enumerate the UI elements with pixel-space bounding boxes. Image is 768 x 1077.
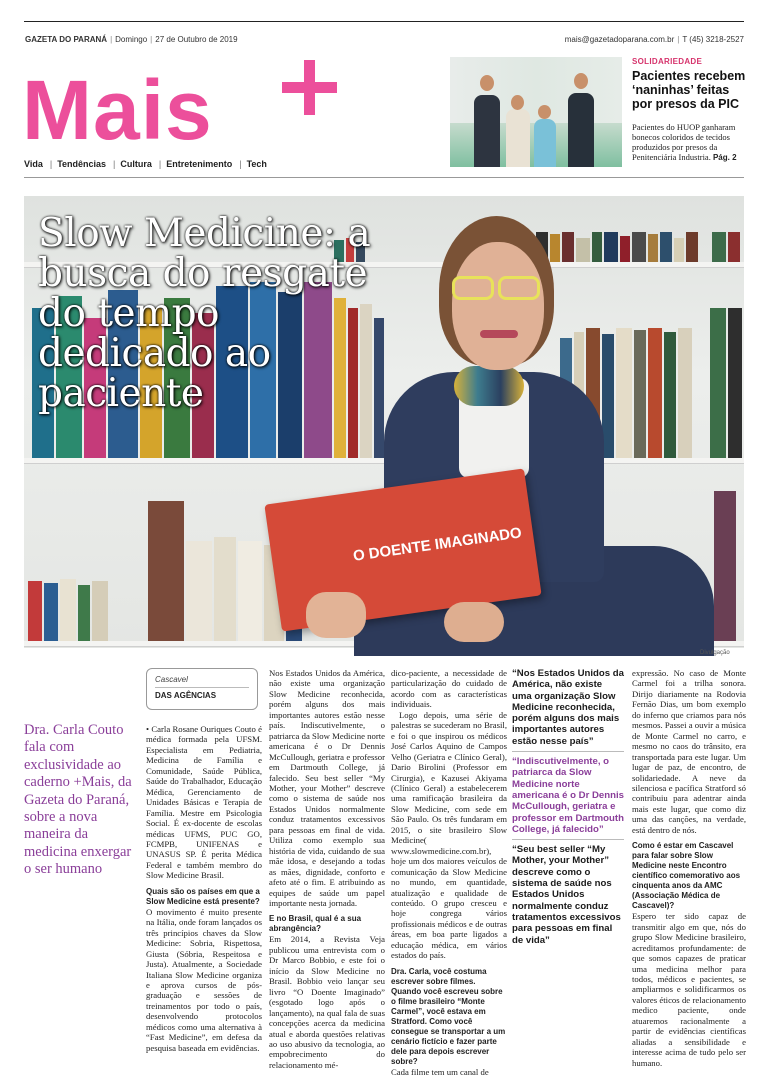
book xyxy=(664,332,676,458)
masthead-line: GAZETA DO PARANÁ | Domingo | 27 de Outubro de 2019 mais@gazetadoparana.com.br | T (45) 3218-2527 xyxy=(25,35,744,44)
book xyxy=(634,330,646,458)
photo-credit: Divulgação xyxy=(700,650,730,656)
book xyxy=(592,232,602,262)
woman-hand xyxy=(444,602,504,642)
pull-quote: “Seu best seller “My Mother, your Mother” descreve como o sistema de saúde nos Estados Unidos normalmente conduz tratamentos excessivos para pessoas em final de vida” xyxy=(512,844,621,946)
book xyxy=(92,581,108,641)
woman-hand xyxy=(306,592,366,638)
pull-quote: “Indiscutivelmente, o patriarca da Slow Medicine norte americana é o Dr Dennis McCullough, geriatra e professor em Dartmouth College, já falecido” xyxy=(512,756,624,835)
book xyxy=(620,236,630,262)
contact-email[interactable]: mais@gazetadoparana.com.br xyxy=(564,35,675,44)
mais-logo xyxy=(22,60,342,155)
book xyxy=(576,238,590,262)
answer: Nos Estados Unidos da América, não existe uma organização Slow Medicine reconhecida, porém alguns dos mais importantes autores estão nesse país. Indiscutivelmente, o patriarca da Slow Medicine norte americana é o Dr Dennis McCullough, geriatra e professor em Dartmouth College, já falecido. Seu best seller “My Mother, your Mother” descreve como o sistema de saúde nos Estados Unidos normalmente conduz tratamentos excessivos para pessoas em final de vida. Utiliza como exemplo sua história de vida, cuidando de sua mãe idosa, e desejando a todas as mães, dignidade, conforto e afeto até o fim. E atribuindo as equipes de saúde um papel importante nesta jornada. xyxy=(269,668,385,908)
pull-quote: “Nos Estados Unidos da América, não existe uma organização Slow Medicine reconhecida, porém alguns dos mais importantes autores estão nesse país” xyxy=(512,668,624,747)
book xyxy=(550,234,560,262)
teaser-body-text: Pacientes do HUOP ganharam bonecos coloridos de tecidos produzidos por presos da Penitenciária Industria. xyxy=(632,122,736,162)
question: E no Brasil, qual é a sua abrangência? xyxy=(269,914,362,934)
book xyxy=(28,581,42,641)
glasses-icon xyxy=(452,276,494,300)
contact-phone: T (45) 3218-2527 xyxy=(682,35,744,44)
teaser-figure-head xyxy=(480,75,494,91)
teaser-page-ref[interactable]: Pág. 2 xyxy=(712,153,737,162)
teaser-figure xyxy=(474,95,500,167)
teaser-photo[interactable] xyxy=(450,57,622,167)
intro-standfirst: Dra. Carla Couto fala com exclusividade ao caderno +Mais, da Gazeta do Paraná, sobre a nova maneira da medicina enxergar o ser humano xyxy=(24,722,132,878)
teaser-headline[interactable]: Pacientes recebem ‘naninhas’ feitas por presos da PIC xyxy=(632,69,746,111)
book xyxy=(632,232,646,262)
author-bio: • Carla Rosane Ouriques Couto é médica formada pela UFSM. Especialista em Pediatria, Medicina de Família e Comunidade, Saúde Pública, Saúde do Trabalhador, Educação Médica, Gerenciamento de Unidades Básicas e Terapia de Família. Mestre em Psicologia Social. É ex-docente de escolas médicas UFMS, PUC GO, FCMPB, UNIFENAS e UNASUS SP. É perita Médica Federal e também membro do Slow Medicine Brasil. xyxy=(146,724,262,881)
plus-icon-bar xyxy=(282,82,337,93)
byline-box xyxy=(146,668,258,710)
book xyxy=(710,308,726,458)
woman-mouth xyxy=(480,330,518,338)
teaser-figure-head xyxy=(538,105,551,119)
section-nav: Vida | Tendências | Cultura | Entretenimento | Tech xyxy=(24,159,267,169)
question: Dra. Carla, você costuma escrever sobre filmes. Quando você escreveu sobre o filme brasileiro “Monte Carmel”, você estava em Stratford. Como você consegue se transportar a um cenário fictício e fazer parte dele para depois escrever sobre? xyxy=(391,966,506,1066)
book xyxy=(78,585,90,641)
book xyxy=(648,328,662,458)
answer: Logo depois, uma série de palestras se sucederam no Brasil, e foi o que inspirou os médicos José Carlos Aquino de Campos Velho (Geriatra e Clínico Geral), Dario Birolini (Professor em Cirurgia), e Kazusei Akiyama (Clínico Geral) a estabelecerem uma ramificação brasileira da Slow Medicine, com sede em São Paulo. Os três fundaram em 2015, o site brasileiro Slow Medicine( www.slowmedicine.com.br), hoje um dos maiores veículos de comunicação da Slow Medicine no mundo, em quantidade, atualização e qualidade de conteúdo. O grupo cresceu e hoje congrega vários profissionais médicos e de outras áreas, em boa parte ligados a educação médica, em vários estados do país. xyxy=(391,709,507,961)
book xyxy=(214,537,236,641)
weekday: Domingo xyxy=(115,35,148,44)
byline-agency: DAS AGÊNCIAS xyxy=(155,691,217,700)
answer: expressão. No caso de Monte Carmel foi a trilha sonora. Dirijo diariamente na Rodovia Fernão Dias, um bom exemplo do inferno que criamos para nós mesmos. Passei a ouvir a música de Monte Carmel no carro, e mesmo no caos do trânsito, era transportada para este lugar. Um lugar de paz, de encontro, de solidariedade. A neve da silenciosa e pacífica Stratford só contribuiu para adentrar ainda mais este lugar, que como diz uma das canções, na verdade, está dentro de nós. xyxy=(632,668,746,835)
question: Como é estar em Cascavel para falar sobre Slow Medicine neste Encontro científico comemorativo aos cinquenta anos da AMC (Associação Médica de Cascavel)? xyxy=(632,841,741,911)
book xyxy=(686,232,698,262)
book xyxy=(604,232,618,262)
section-vida[interactable]: Vida xyxy=(24,159,43,169)
section-tech[interactable]: Tech xyxy=(246,159,267,169)
article-column-3 xyxy=(391,668,507,1077)
teaser-figure xyxy=(506,109,530,167)
book xyxy=(648,234,658,262)
book xyxy=(186,541,212,641)
woman-face xyxy=(452,242,544,370)
question: Quais são os países em que a Slow Medicine está presente? xyxy=(146,886,260,906)
book xyxy=(714,491,736,641)
article-column-1 xyxy=(146,724,262,1053)
teaser-figure-head xyxy=(574,73,588,89)
book xyxy=(616,328,632,458)
book xyxy=(678,328,692,458)
book xyxy=(238,541,262,641)
section-entretenimento[interactable]: Entretenimento xyxy=(166,159,233,169)
teaser-figure xyxy=(568,93,594,167)
answer: dico-paciente, a necessidade de particularização do cuidado de acordo com as características individuais. xyxy=(391,668,507,710)
section-rule xyxy=(24,177,744,178)
section-cultura[interactable]: Cultura xyxy=(120,159,152,169)
book xyxy=(562,232,574,262)
book xyxy=(148,501,184,641)
article-column-5 xyxy=(632,668,746,1068)
answer: Espero ter sido capaz de transmitir algo em que, nós do grupo Slow Medicine brasileiro, acreditamos profundamente: de que somos capazes de praticar uma medicina melhor para todos, médicos e pacientes, se ampliarmos e solidificarmos os valores éticos de relacionamento medico paciente, onde atuaremos racionalmente a partir de evidências científicas aliadas a sensibilidade e interesse acima de tudo pelo ser humano. xyxy=(632,911,746,1068)
issue-date: 27 de Outubro de 2019 xyxy=(155,35,238,44)
glasses-icon xyxy=(498,276,540,300)
book xyxy=(60,579,76,641)
answer: Em 2014, a Revista Veja publicou uma entrevista com o Dr Marco Bobbio, e este foi o início da Slow Medicine no Brasil. Bobbio veio lançar seu livro “O Doente Imaginado” (esgotado logo após o lançamento), na qual fala de suas concepções acerca da medicina atual e aborda questões relativas ao uso abusivo da tecnologia, ao empobrecimento do relacionamento mé- xyxy=(269,934,385,1070)
book xyxy=(712,232,726,262)
section-tendencias[interactable]: Tendências xyxy=(57,159,107,169)
teaser-figure-head xyxy=(511,95,524,110)
book xyxy=(674,238,684,262)
book xyxy=(660,232,672,262)
teaser-kicker: SOLIDARIEDADE xyxy=(632,57,703,66)
book-title: O DOENTE IMAGINADO xyxy=(352,524,523,565)
book xyxy=(44,583,58,641)
woman-scarf xyxy=(454,366,524,406)
answer: O movimento é muito presente na Itália, onde foram lançados os três princípios chaves da Slow Medicine: Sobria, Rispettosa, Giusta (Sóbria, Respeitosa e Justa). Atualmente, a Sociedade Italiana Slow Medicine organiza e aprova cursos de pós-graduação e sessões de treinamentos por todo o país, desenvolvendo protocolos médicos como uma alternativa à “Fast Medicine”, em defesa da pesquisa baseada em evidências. xyxy=(146,906,262,1053)
paper-name: GAZETA DO PARANÁ xyxy=(25,35,108,44)
pull-quotes xyxy=(512,664,624,950)
logo-text: Mais xyxy=(22,63,213,157)
article-column-2 xyxy=(269,668,385,1070)
hero-photo xyxy=(24,196,744,648)
headline: Slow Medicine: a busca do resgate do tempo dedicado ao paciente xyxy=(38,211,371,416)
teaser-summary xyxy=(632,122,750,163)
top-rule xyxy=(24,21,744,22)
byline-rule xyxy=(155,687,249,688)
book xyxy=(728,232,740,262)
answer: Cada filme tem um canal de xyxy=(391,1066,489,1077)
byline-city: Cascavel xyxy=(155,675,188,684)
book xyxy=(728,308,742,458)
teaser-figure xyxy=(534,119,556,167)
